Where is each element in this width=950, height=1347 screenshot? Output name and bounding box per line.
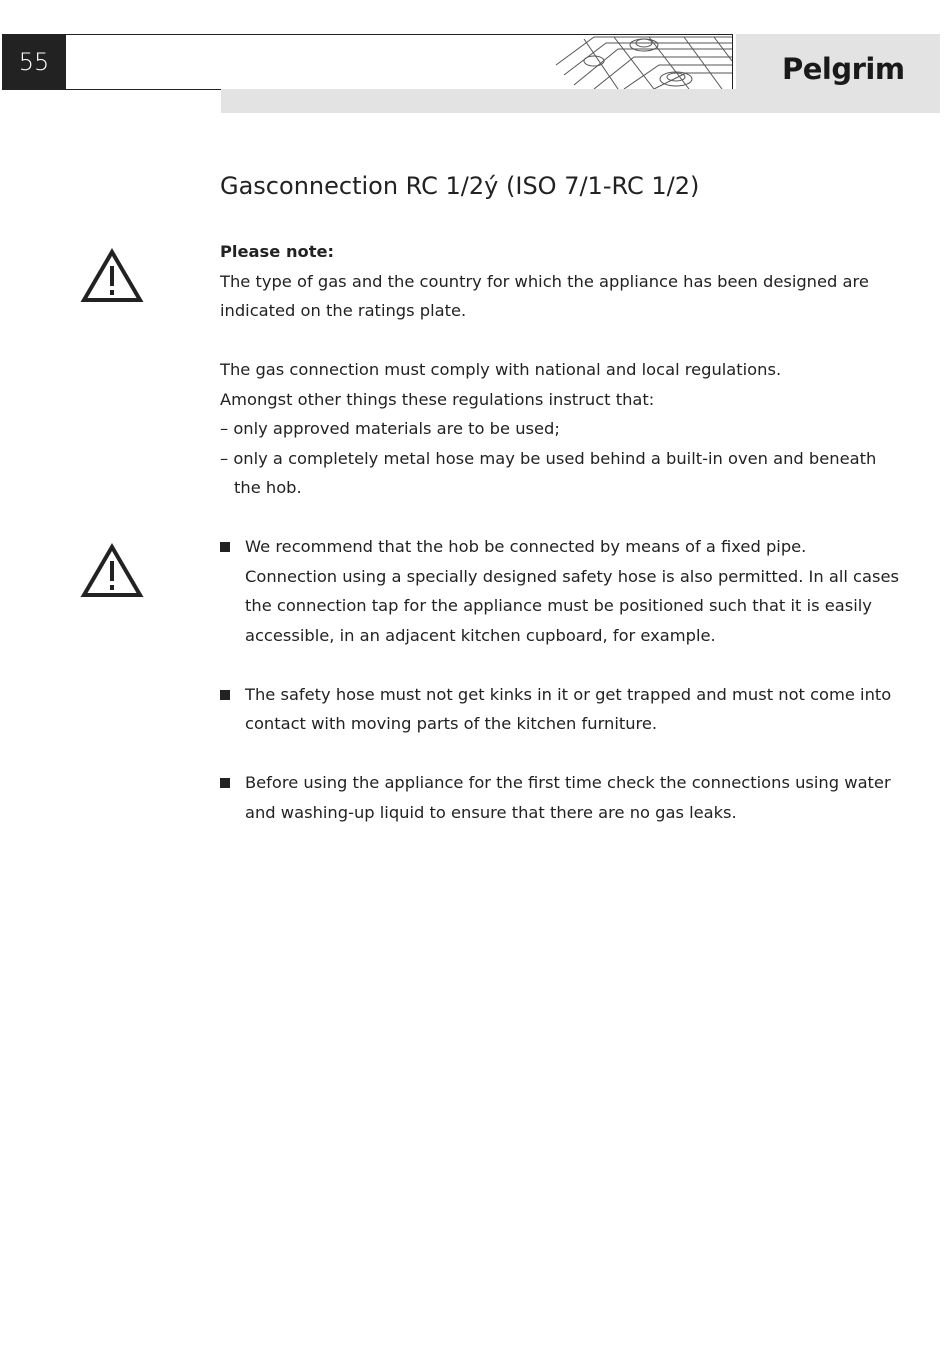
content-body — [220, 237, 900, 827]
bullet-item — [220, 532, 900, 650]
warning-triangle-icon — [80, 248, 144, 304]
square-bullet-icon — [220, 690, 230, 700]
dash-list-item: – only approved materials are to be used; — [220, 419, 560, 438]
regulations-line: The gas connection must comply with national and local regulations. — [220, 360, 782, 379]
section-title: Gasconnection RC 1/2ý (ISO 7/1-RC 1/2) — [220, 172, 700, 200]
bullet-item — [220, 768, 900, 827]
bullet-text: We recommend that the hob be connected by means of a fixed pipe. Connection using a specially designed safety hose is also permitted. In all cases the connection tap for the appliance must be positioned such that it is easily accessible, in an adjacent kitchen cupboard, for example. — [245, 537, 899, 645]
dash-list-item: – only a completely metal hose may be used behind a built-in oven and beneath the hob. — [220, 448, 877, 497]
note-text: The type of gas and the country for which the appliance has been designed are indicated on the ratings plate. — [220, 271, 869, 320]
brand-logo: Pelgrim — [782, 52, 905, 86]
gas-hob-illustration — [554, 35, 732, 89]
note-heading: Please note: — [220, 242, 335, 261]
square-bullet-icon — [220, 542, 230, 552]
warning-triangle-icon — [80, 543, 144, 599]
page-number: 55 — [2, 34, 66, 90]
square-bullet-icon — [220, 778, 230, 788]
bullet-item — [220, 680, 900, 739]
bullet-text: Before using the appliance for the first time check the connections using water and washing-up liquid to ensure that there are no gas leaks. — [245, 773, 891, 822]
bullet-text: The safety hose must not get kinks in it or get trapped and must not come into contact with moving parts of the kitchen furniture. — [245, 684, 892, 733]
regulations-line: Amongst other things these regulations instruct that: — [220, 389, 655, 409]
